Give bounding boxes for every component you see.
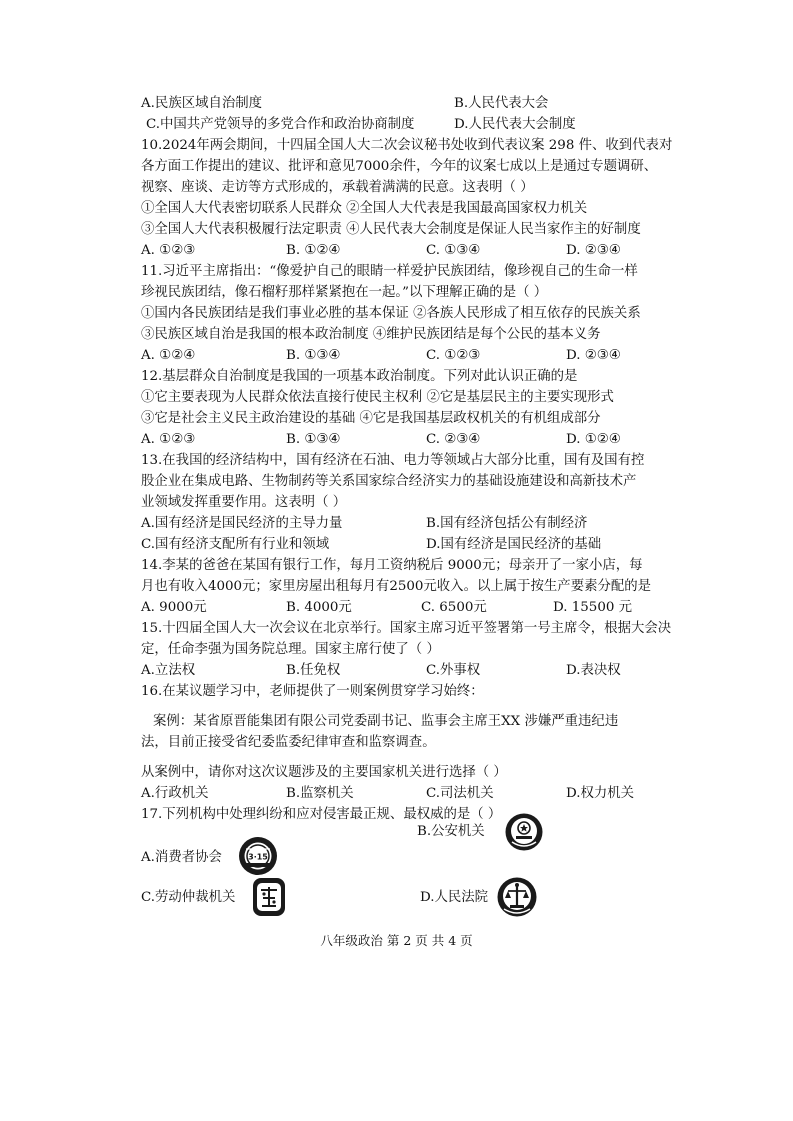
q13-options-row2 bbox=[141, 535, 661, 555]
q16-line: 16.在某议题学习中，老师提供了一则案例贯穿学习始终： bbox=[141, 684, 484, 699]
police-emblem-icon bbox=[504, 812, 544, 852]
q12-statement: ①它主要表现为人民群众依法直接行使民主权利 ②它是基层民主的主要实现形式 bbox=[141, 390, 614, 405]
q9-option-c[interactable]: C.中国共产党领导的多党合作和政治协商制度 bbox=[146, 117, 415, 132]
q15-option-a[interactable]: A.立法权 bbox=[141, 663, 196, 678]
q14-option-c[interactable]: C. 6500元 bbox=[421, 600, 487, 615]
q12-option-d[interactable]: D. ①②④ bbox=[566, 432, 621, 447]
q10-options bbox=[141, 241, 661, 261]
q16-case-text: 法，目前正接受省纪委监委纪律审查和监察调查。 bbox=[141, 735, 436, 750]
q12-options bbox=[141, 430, 661, 450]
q13-option-a[interactable]: A.国有经济是国民经济的主导力量 bbox=[141, 516, 343, 531]
q13-option-d[interactable]: D.国有经济是国民经济的基础 bbox=[426, 537, 602, 552]
q15-line: 15.十四届全国人大一次会议在北京举行。国家主席习近平签署第一号主席令，根据大会决 bbox=[141, 621, 672, 636]
q9-options-row1 bbox=[141, 94, 661, 114]
q15-option-c[interactable]: C.外事权 bbox=[426, 663, 481, 678]
q13-line: 股企业在集成电路、生物制药等关系国家综合经济实力的基础设施建设和高新技术产 bbox=[141, 474, 637, 489]
q14-line: 14.李某的爸爸在某国有银行工作，每月工资纳税后 9000元；母亲开了一家小店，每 bbox=[141, 558, 643, 573]
q14-options bbox=[141, 598, 661, 618]
q13-option-c[interactable]: C.国有经济支配所有行业和领域 bbox=[141, 537, 330, 552]
q10-statement: ③全国人大代表积极履行法定职责 ④人民代表大会制度是保证人民当家作主的好制度 bbox=[141, 222, 641, 237]
q9-option-b[interactable]: B.人民代表大会 bbox=[454, 96, 549, 111]
q11-option-b[interactable]: B. ①③④ bbox=[286, 348, 341, 363]
q17-option-d[interactable]: D.人民法院 bbox=[420, 890, 489, 905]
q13-option-b[interactable]: B.国有经济包括公有制经济 bbox=[426, 516, 588, 531]
q12-option-b[interactable]: B. ①③④ bbox=[286, 432, 341, 447]
q13-line: 业领域发挥重要作用。这表明（ ） bbox=[141, 495, 347, 510]
q10-option-c[interactable]: C. ①③④ bbox=[426, 243, 481, 258]
q15-options bbox=[141, 661, 661, 681]
q11-option-a[interactable]: A. ①②④ bbox=[141, 348, 196, 363]
q16-option-d[interactable]: D.权力机关 bbox=[566, 786, 635, 801]
q15-option-b[interactable]: B.任免权 bbox=[286, 663, 341, 678]
q10-statement: ①全国人大代表密切联系人民群众 ②全国人大代表是我国最高国家权力机关 bbox=[141, 201, 588, 216]
q16-case-text: 案例：某省原晋能集团有限公司党委副书记、监事会主席王XX 涉嫌严重违纪违 bbox=[153, 714, 619, 729]
q16-line: 从案例中，请你对这次议题涉及的主要国家机关进行选择（ ） bbox=[141, 765, 507, 780]
q14-option-d[interactable]: D. 15500 元 bbox=[553, 600, 633, 615]
q16-options bbox=[141, 784, 661, 804]
q10-line: 各方面工作提出的建议、批评和意见7000余件，今年的议案七成以上是通过专题调研、 bbox=[141, 159, 658, 174]
q14-option-b[interactable]: B. 4000元 bbox=[286, 600, 352, 615]
q11-option-d[interactable]: D. ②③④ bbox=[566, 348, 621, 363]
q11-options bbox=[141, 346, 661, 366]
q9-options-row2 bbox=[141, 115, 661, 135]
consumer-logo-text: 3·15 bbox=[248, 852, 268, 862]
q17-line: 17.下列机构中处理纠纷和应对侵害最正规、最权威的是（ ） bbox=[141, 807, 502, 822]
q10-option-a[interactable]: A. ①②③ bbox=[141, 243, 196, 258]
q12-option-a[interactable]: A. ①②③ bbox=[141, 432, 196, 447]
q16-option-b[interactable]: B.监察机关 bbox=[286, 786, 354, 801]
q13-line: 13.在我国的经济结构中，国有经济在石油、电力等领域占大部分比重，国有及国有控 bbox=[141, 453, 645, 468]
q12-statement: ③它是社会主义民主政治建设的基础 ④它是我国基层政权机关的有机组成部分 bbox=[141, 411, 601, 426]
q9-option-d[interactable]: D.人民代表大会制度 bbox=[454, 117, 576, 132]
q12-option-c[interactable]: C. ②③④ bbox=[426, 432, 481, 447]
consumer-association-logo-icon bbox=[238, 836, 278, 876]
q11-statement: ①国内各民族团结是我们事业必胜的基本保证 ②各族人民形成了相互依存的民族关系 bbox=[141, 306, 641, 321]
q16-option-a[interactable]: A.行政机关 bbox=[141, 786, 209, 801]
q12-line: 12.基层群众自治制度是我国的一项基本政治制度。下列对此认识正确的是 bbox=[141, 369, 578, 384]
q11-option-c[interactable]: C. ①②③ bbox=[426, 348, 481, 363]
q17-option-a[interactable]: A.消费者协会 bbox=[141, 850, 222, 865]
q16-option-c[interactable]: C.司法机关 bbox=[426, 786, 494, 801]
q10-line: 10.2024年两会期间，十四届全国人大二次会议秘书处收到代表议案 298 件、收到代表对 bbox=[141, 138, 673, 153]
q17-option-b[interactable]: B.公安机关 bbox=[417, 824, 485, 839]
q11-statement: ③民族区域自治是我国的根本政治制度 ④维护民族团结是每个公民的基本义务 bbox=[141, 327, 601, 342]
court-emblem-icon bbox=[496, 876, 538, 918]
q15-line: 定，任命李强为国务院总理。国家主席行使了（ ） bbox=[141, 642, 440, 657]
q11-line: 珍视民族团结，像石榴籽那样紧紧抱在一起。”以下理解正确的是（ ） bbox=[141, 285, 548, 300]
q13-options-row1 bbox=[141, 514, 661, 534]
q9-option-a[interactable]: A.民族区域自治制度 bbox=[141, 96, 263, 111]
q10-option-b[interactable]: B. ①②④ bbox=[286, 243, 341, 258]
q14-line: 月也有收入4000元；家里房屋出租每月有2500元收入。以上属于按生产要素分配的是 bbox=[141, 579, 652, 594]
q14-option-a[interactable]: A. 9000元 bbox=[141, 600, 207, 615]
q17-option-c[interactable]: C.劳动仲裁机关 bbox=[141, 890, 236, 905]
labor-arbitration-logo-icon bbox=[251, 876, 287, 918]
q11-line: 11.习近平主席指出：“像爱护自己的眼睛一样爱护民族团结，像珍视自己的生命一样 bbox=[141, 264, 638, 279]
page-footer: 八年级政治 第 2 页 共 4 页 bbox=[320, 933, 473, 948]
q15-option-d[interactable]: D.表决权 bbox=[566, 663, 621, 678]
q10-line: 视察、座谈、走访等方式形成的，承载着满满的民意。这表明（ ） bbox=[141, 180, 534, 195]
q10-option-d[interactable]: D. ②③④ bbox=[566, 243, 621, 258]
